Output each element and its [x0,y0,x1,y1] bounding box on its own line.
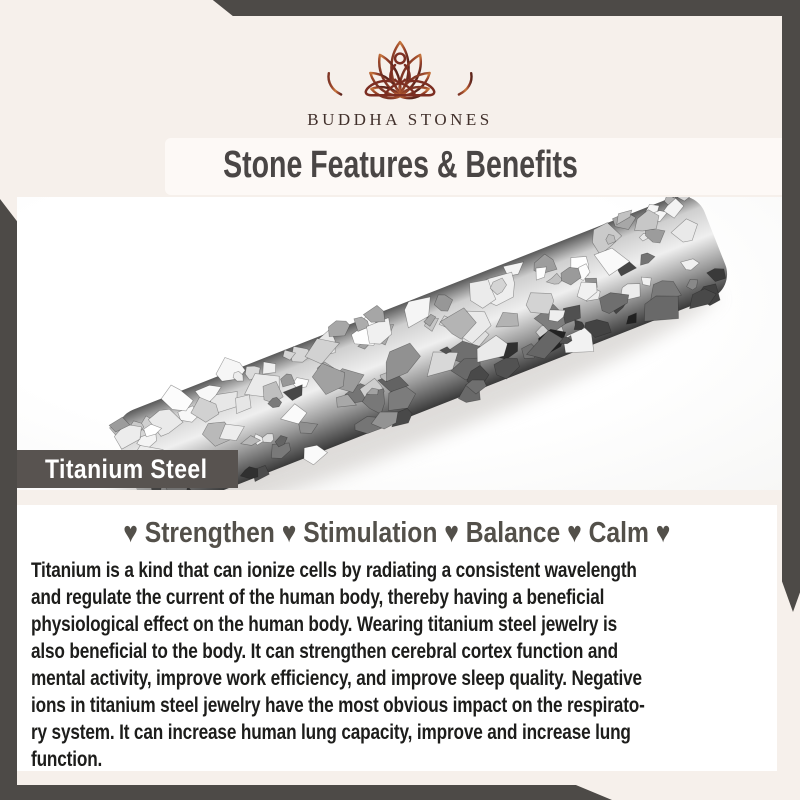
top-accent-bar [0,0,800,16]
benefits-paragraph [17,557,777,773]
paragraph-line: function. [31,747,103,771]
titanium-crystal-graphic [17,197,782,490]
paragraph-line: and regulate the current of the human body, thereby having a beneficial [31,585,605,609]
paragraph-line: physiological effect on the human body. Wearing titanium steel jewelry is [31,612,617,636]
lotus-meditation-icon [310,24,490,106]
paragraph-line: mental activity, improve work efficiency, and improve sleep quality. Negative [31,666,642,690]
paragraph-line: ions in titanium steel jewelry have the most obvious impact on the respirato- [31,693,645,717]
right-ribbon-accent [782,0,800,612]
brand-name: BUDDHA STONES [307,110,493,129]
bottom-accent-bar [0,785,612,800]
paragraph-line: Titanium is a kind that can ionize cells by radiating a consistent wavelength [31,558,637,582]
stone-name-banner [17,450,238,488]
stone-name: Titanium Steel [45,454,208,484]
paragraph-line: also beneficial to the body. It can strengthen cerebral cortex function and [31,639,618,663]
left-frame-strip [0,199,17,800]
paragraph-line: ry system. It can increase human lung capacity, improve and increase lung [31,720,631,744]
page-title: Stone Features & Benefits [222,144,578,186]
benefits-tagline: ♥ Strengthen ♥ Stimulation ♥ Balance ♥ Calm ♥ [123,517,671,549]
product-photo-panel [17,197,782,490]
benefits-panel [17,505,777,771]
